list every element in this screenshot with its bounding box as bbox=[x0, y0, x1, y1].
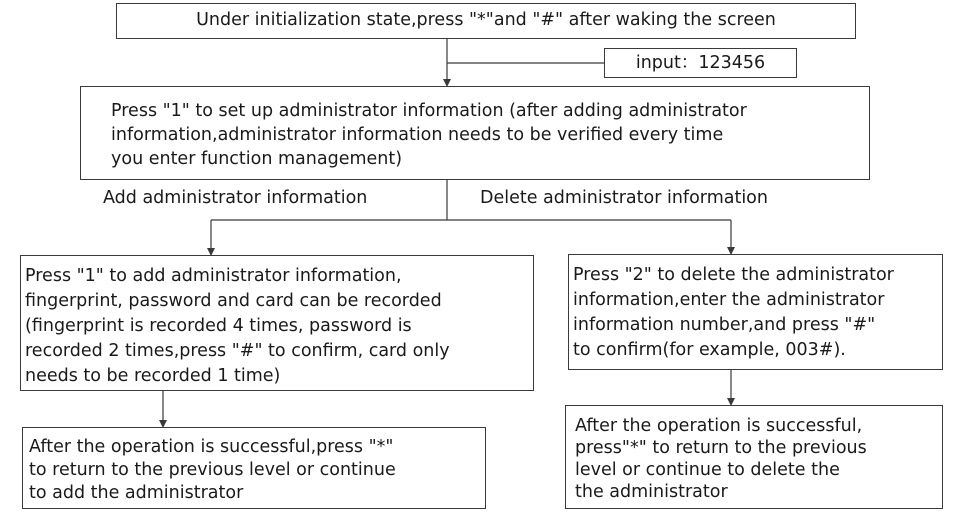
delete-admin-text: Press "2" to delete the administrator information,enter the administrator information number,and press "#" to confirm(for example, 003#). bbox=[573, 265, 894, 360]
init-state-box bbox=[116, 3, 856, 39]
admin-setup-box bbox=[80, 86, 870, 180]
add-admin-box bbox=[20, 255, 534, 391]
delete-result-box bbox=[565, 405, 943, 509]
input-text: input：123456 bbox=[635, 53, 766, 73]
admin-setup-text: Press "1" to set up administrator information (after adding administrator information,administrator information needs to be verified every time you enter function management) bbox=[111, 101, 747, 169]
init-state-text: Under initialization state,press "*"and "#" after waking the screen bbox=[196, 10, 776, 30]
add-branch-label: Add administrator information bbox=[103, 188, 368, 208]
input-box bbox=[604, 48, 797, 78]
delete-admin-box bbox=[568, 254, 943, 370]
add-result-text: After the operation is successful,press "*" to return to the previous level or continue to add the administrator bbox=[29, 437, 396, 503]
add-result-box bbox=[22, 427, 486, 509]
delete-branch-label: Delete administrator information bbox=[480, 188, 768, 208]
delete-result-text: After the operation is successful, press"*" to return to the previous level or continue to delete the the administrator bbox=[575, 416, 867, 502]
add-admin-text: Press "1" to add administrator information, fingerprint, password and card can be recorded (fingerprint is recorded 4 times, password is recorded 2 times,press "#" to confirm, card only needs to be recorded 1 time) bbox=[25, 266, 450, 386]
